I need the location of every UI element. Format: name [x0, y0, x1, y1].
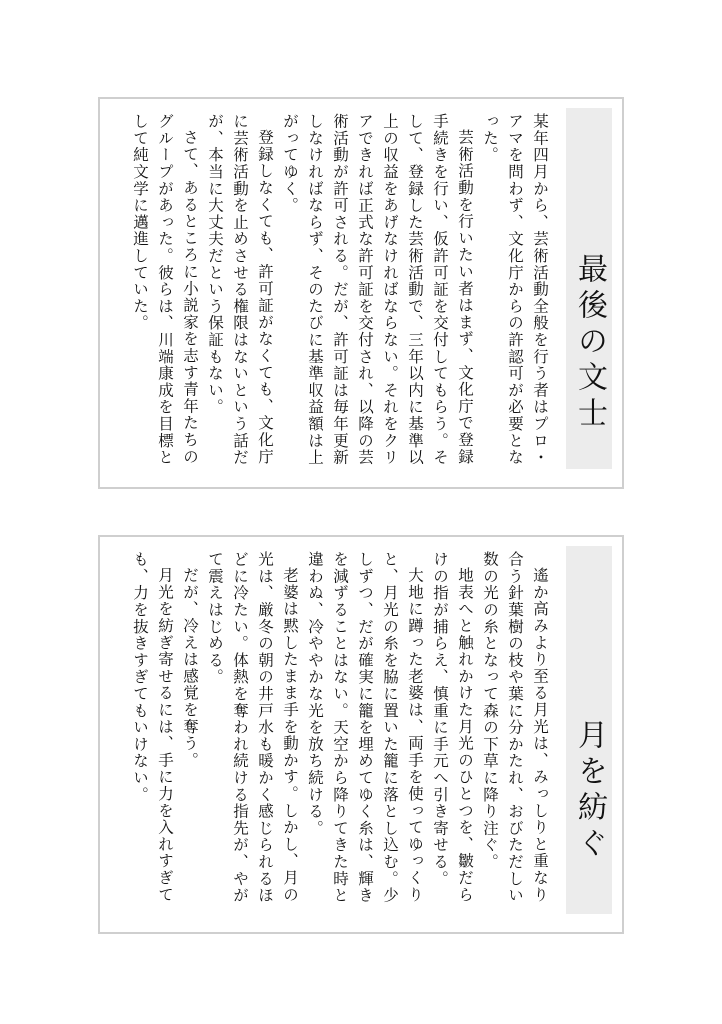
- story-title: 最後の文士: [572, 252, 607, 433]
- paragraph: 地表へと触れかけた月光のひとつを、皺だらけの指が捕らえ、慎重に手元へ引き寄せる。: [431, 551, 474, 903]
- title-box: [566, 108, 612, 469]
- story-card-last-literati: [98, 97, 624, 489]
- paragraph: 遙か高みより至る月光は、みっしりと重なり合う針葉樹の枝や葉に分かたれ、おびただしい数の光の糸となって森の下草に降り注ぐ。: [481, 551, 549, 904]
- title-box: [566, 546, 612, 914]
- paragraph: 某年四月から、芸術活動全般を行う者はプロ・アマを問わず、文化庁からの許認可が必要となった。: [481, 113, 549, 466]
- story-title: 月を紡ぐ: [572, 719, 607, 863]
- paragraph: さて、あるところに小説家を志す青年たちのグループがあった。彼らは、川端康成を目標として純文学に邁進していた。: [131, 113, 199, 466]
- story-body: [120, 113, 552, 469]
- paragraph: 大地に蹲った老婆は、両手を使ってゆっくりと、月光の糸を脇に置いた籠に落とし込む。少しずつ、だが確実に籠を埋めてゆく糸は、輝きを減ずることはない。天空から降りてきた時と違わぬ、冷ややかな光を放ち続ける。: [306, 551, 424, 904]
- paragraph: 芸術活動を行いたい者はまず、文化庁で登録手続きを行い、仮許可証を交付してもらう。そして、登録した芸術活動で、三年以内に基準以上の収益をあげなければならない。それをクリアできれば正式な許可証を交付され、以降の芸術活動が許可される。だが、許可証は毎年更新しなければならず、そのたびに基準収益額は上がってゆく。: [281, 113, 474, 466]
- paragraph: 老婆は黙したまま手を動かす。しかし、月の光は、厳冬の朝の井戸水も暖かく感じられるほどに冷たい。体熱を奪われ続ける指先が、やがて震えはじめる。: [206, 551, 299, 904]
- paragraph: 登録しなくても、許可証がなくても、文化庁に芸術活動を止めさせる権限はないという話だが、本当に大丈夫だという保証もない。: [206, 113, 274, 466]
- paragraph: だが、冷えは感覚を奪う。: [181, 566, 199, 769]
- paragraph: 月光を紡ぎ寄せるには、手に力を入れすぎても、力を抜きすぎてもいけない。: [131, 551, 174, 903]
- story-body: [120, 551, 552, 914]
- story-card-spinning-moon: [98, 535, 624, 934]
